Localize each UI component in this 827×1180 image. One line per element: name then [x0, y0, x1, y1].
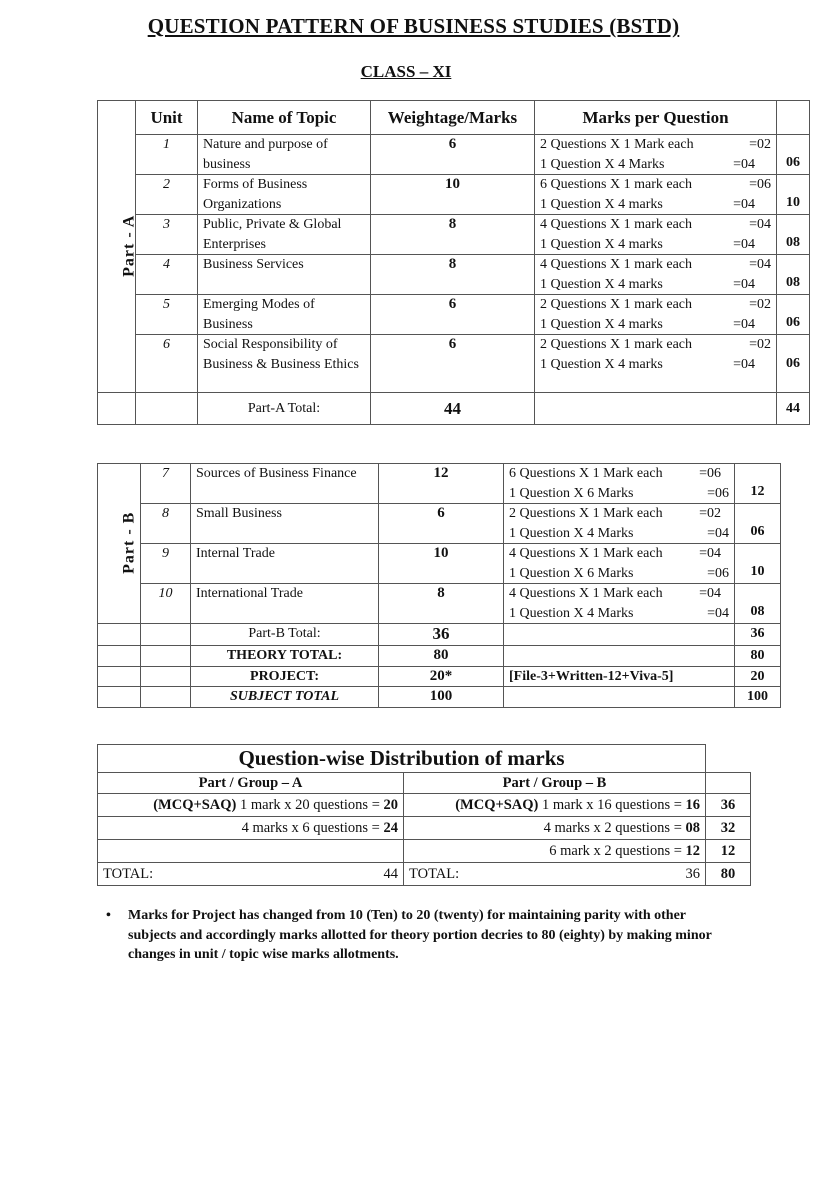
group-b-cell: 4 marks x 2 questions = 08 [404, 817, 706, 840]
row-total: 06 [777, 135, 810, 175]
header-marks-per-question: Marks per Question [535, 101, 777, 135]
subject-total-marks: 100 [735, 687, 781, 708]
part-a-total-marks: 44 [777, 393, 810, 425]
project-marks-note [106, 906, 728, 965]
header-topic: Name of Topic [198, 101, 371, 135]
part-a-label: Part - A [120, 214, 138, 278]
part-b-total-row [98, 624, 781, 646]
table-row [98, 255, 810, 295]
marks-breakdown: 4 Questions X 1 Mark each =04 1 Question X 6 Marks =06 [504, 544, 735, 584]
project-weight: 20* [379, 666, 504, 687]
row-total: 06 [777, 295, 810, 335]
marks-breakdown: 2 Questions X 1 Mark each =02 1 Question X 4 Marks =04 [504, 504, 735, 544]
part-a-table [97, 100, 810, 425]
unit-number: 3 [136, 215, 198, 255]
part-b-total-marks: 36 [735, 624, 781, 646]
part-b-total-weight: 36 [379, 624, 504, 646]
part-a-total-label: Part-A Total: [198, 393, 371, 425]
topic-name: Emerging Modes of Business [198, 295, 371, 335]
distribution-total-row [98, 863, 751, 886]
project-marks: 20 [735, 666, 781, 687]
topic-name: Sources of Business Finance [191, 464, 379, 504]
blank-cell [98, 666, 141, 687]
marks-breakdown: 6 Questions X 1 Mark each =06 1 Question X 6 Marks =06 [504, 464, 735, 504]
blank-cell [136, 393, 198, 425]
topic-name: Internal Trade [191, 544, 379, 584]
marks-breakdown: 4 Questions X 1 mark each =04 1 Question X 4 marks =04 [535, 215, 777, 255]
table-row [98, 584, 781, 624]
topic-name: International Trade [191, 584, 379, 624]
header-weightage: Weightage/Marks [371, 101, 535, 135]
topic-name: Small Business [191, 504, 379, 544]
blank-cell [504, 646, 735, 667]
table-row [98, 335, 810, 393]
distribution-table [97, 744, 751, 886]
topic-name: Nature and purpose of business [198, 135, 371, 175]
unit-number: 7 [141, 464, 191, 504]
topic-name: Business Services [198, 255, 371, 295]
group-b-cell: (MCQ+SAQ) 1 mark x 16 questions = 16 [404, 794, 706, 817]
blank-cell [98, 646, 141, 667]
blank-cell [706, 773, 751, 794]
table-row [98, 817, 751, 840]
blank-cell [141, 666, 191, 687]
weightage: 10 [379, 544, 504, 584]
topic-name: Public, Private & Global Enterprises [198, 215, 371, 255]
table-row [98, 295, 810, 335]
marks-breakdown: 2 Questions X 1 Mark each =02 1 Question X 4 Marks =04 [535, 135, 777, 175]
table-row [98, 175, 810, 215]
theory-total-marks: 80 [735, 646, 781, 667]
blank-cell [98, 840, 404, 863]
group-b-cell: 6 mark x 2 questions = 12 [404, 840, 706, 863]
table-row [98, 544, 781, 584]
part-b-label-cell [98, 464, 141, 624]
group-b-header: Part / Group – B [404, 773, 706, 794]
group-a-header: Part / Group – A [98, 773, 404, 794]
weightage: 8 [379, 584, 504, 624]
unit-number: 4 [136, 255, 198, 295]
topic-name: Forms of Business Organizations [198, 175, 371, 215]
unit-number: 6 [136, 335, 198, 393]
weightage: 10 [371, 175, 535, 215]
part-b-label: Part - B [120, 511, 138, 575]
weightage: 12 [379, 464, 504, 504]
project-row [98, 666, 781, 687]
table-row [98, 794, 751, 817]
table-row [98, 464, 781, 504]
part-b-total-label: Part-B Total: [191, 624, 379, 646]
unit-number: 9 [141, 544, 191, 584]
table-row [98, 504, 781, 544]
group-a-cell: 4 marks x 6 questions = 24 [98, 817, 404, 840]
part-a-total-row [98, 393, 810, 425]
marks-breakdown: 4 Questions X 1 mark each =04 1 Question X 4 marks =04 [535, 255, 777, 295]
unit-number: 8 [141, 504, 191, 544]
row-total: 08 [735, 584, 781, 624]
weightage: 6 [379, 504, 504, 544]
row-total: 10 [777, 175, 810, 215]
group-a-cell: (MCQ+SAQ) 1 mark x 20 questions = 20 [98, 794, 404, 817]
row-total: 10 [735, 544, 781, 584]
marks-breakdown: 2 Questions X 1 mark each =02 1 Question X 4 marks =04 [535, 295, 777, 335]
theory-total-row [98, 646, 781, 667]
theory-total-weight: 80 [379, 646, 504, 667]
project-detail: [File-3+Written-12+Viva-5] [504, 666, 735, 687]
blank-cell [98, 624, 141, 646]
grand-total: 80 [706, 863, 751, 886]
subject-total-weight: 100 [379, 687, 504, 708]
header-unit: Unit [136, 101, 198, 135]
table-row [98, 840, 751, 863]
row-total: 36 [706, 794, 751, 817]
blank-cell [141, 624, 191, 646]
blank-cell [706, 745, 751, 773]
unit-number: 10 [141, 584, 191, 624]
group-b-total-cell: TOTAL: 36 [404, 863, 706, 886]
blank-cell [98, 687, 141, 708]
part-b-table [97, 463, 781, 708]
row-total: 06 [735, 504, 781, 544]
blank-cell [141, 646, 191, 667]
blank-cell [141, 687, 191, 708]
marks-breakdown: 6 Questions X 1 mark each =06 1 Question X 4 marks =04 [535, 175, 777, 215]
blank-cell [535, 393, 777, 425]
blank-cell [504, 687, 735, 708]
table-row [98, 135, 810, 175]
unit-number: 1 [136, 135, 198, 175]
weightage: 6 [371, 335, 535, 393]
subject-total-row [98, 687, 781, 708]
note-text: Marks for Project has changed from 10 (Ten) to 20 (twenty) for maintaining parity with other subjects and accordingly marks allotted for theory portion decries to 80 (eighty) by making minor changes in unit / topic wise marks allotments. [128, 908, 712, 962]
project-label: PROJECT: [191, 666, 379, 687]
subject-total-label: SUBJECT TOTAL [191, 687, 379, 708]
marks-breakdown: 4 Questions X 1 Mark each =04 1 Question X 4 Marks =04 [504, 584, 735, 624]
unit-number: 5 [136, 295, 198, 335]
row-total: 32 [706, 817, 751, 840]
unit-number: 2 [136, 175, 198, 215]
theory-total-label: THEORY TOTAL: [191, 646, 379, 667]
row-total: 06 [777, 335, 810, 393]
weightage: 8 [371, 255, 535, 295]
row-total: 12 [706, 840, 751, 863]
weightage: 6 [371, 295, 535, 335]
header-blank [777, 101, 810, 135]
table-row [98, 215, 810, 255]
topic-name: Social Responsibility of Business & Business Ethics [198, 335, 371, 393]
row-total: 08 [777, 215, 810, 255]
weightage: 8 [371, 215, 535, 255]
group-a-total-cell: TOTAL: 44 [98, 863, 404, 886]
class-subtitle: CLASS – XI [360, 62, 452, 81]
distribution-title: Question-wise Distribution of marks [98, 745, 706, 773]
marks-breakdown: 2 Questions X 1 mark each =02 1 Question X 4 marks =04 [535, 335, 777, 393]
blank-cell [504, 624, 735, 646]
row-total: 08 [777, 255, 810, 295]
part-a-total-weight: 44 [371, 393, 535, 425]
bullet-icon: • [106, 908, 111, 923]
weightage: 6 [371, 135, 535, 175]
blank-cell [98, 393, 136, 425]
page-title: QUESTION PATTERN OF BUSINESS STUDIES (BSTD) [147, 14, 680, 38]
row-total: 12 [735, 464, 781, 504]
part-a-label-cell [98, 101, 136, 393]
